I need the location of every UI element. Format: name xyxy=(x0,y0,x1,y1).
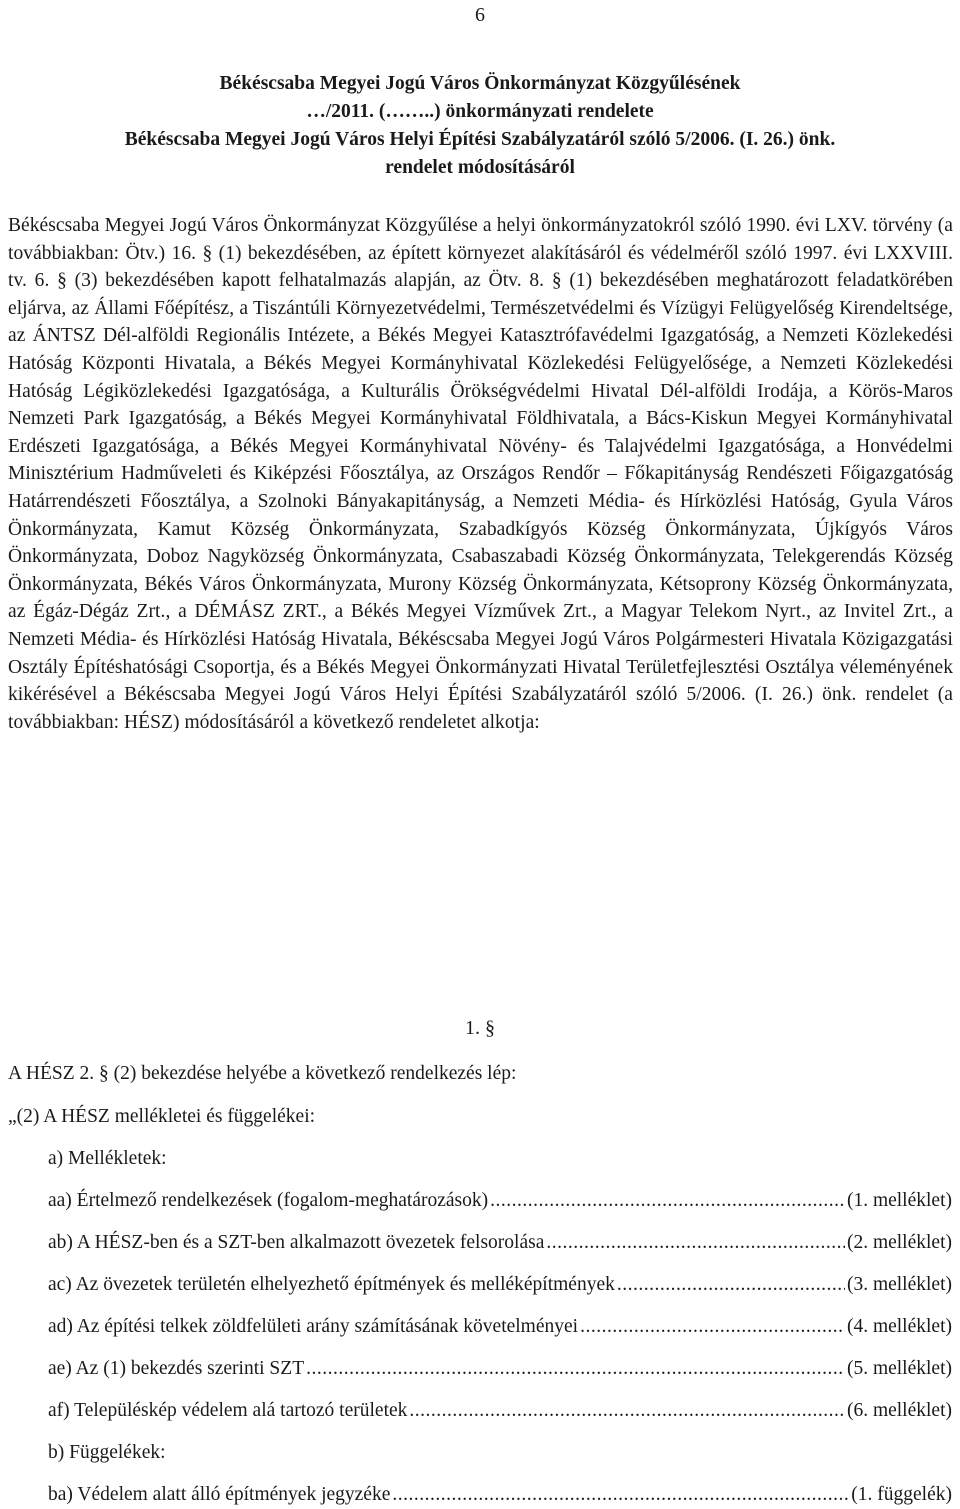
dot-leader xyxy=(580,1316,845,1338)
annex-item xyxy=(48,1232,952,1254)
title-line: …/2011. (……..) önkormányzati rendelete xyxy=(306,101,654,122)
appendix-item xyxy=(48,1484,952,1506)
page-number: 6 xyxy=(475,4,485,26)
appendix-item-ref: (1. függelék) xyxy=(851,1484,952,1505)
annex-item-label: ad) Az építési telkek zöldfelületi arány számításának követelményei xyxy=(48,1316,579,1337)
annex-item xyxy=(48,1358,952,1380)
annexes-label: a) Mellékletek: xyxy=(48,1148,167,1169)
section-heading: 1. § xyxy=(465,1017,495,1039)
annex-item xyxy=(48,1316,952,1338)
annex-item-ref: (6. melléklet) xyxy=(846,1400,952,1421)
annex-item-ref: (2. melléklet) xyxy=(846,1232,952,1253)
annex-item-label: ab) A HÉSZ-ben és a SZT-ben alkalmazott övezetek felsorolása xyxy=(48,1232,545,1253)
dot-leader xyxy=(409,1400,845,1422)
annex-item-label: aa) Értelmező rendelkezések (fogalom-meghatározások) xyxy=(48,1190,489,1211)
document-title xyxy=(0,70,960,182)
title-line: Békéscsaba Megyei Jogú Város Önkormányzat Közgyűlésének xyxy=(219,73,741,94)
dot-leader xyxy=(546,1232,845,1254)
appendix-item-label: ba) Védelem alatt álló építmények jegyzéke xyxy=(48,1484,391,1505)
dot-leader xyxy=(490,1190,845,1212)
annex-item-label: ae) Az (1) bekezdés szerinti SZT xyxy=(48,1358,305,1379)
annex-item-label: ac) Az övezetek területén elhelyezhető építmények és melléképítmények xyxy=(48,1274,615,1295)
annex-item xyxy=(48,1400,952,1422)
dot-leader xyxy=(617,1274,845,1296)
annex-item-label: af) Településkép védelem alá tartozó területek xyxy=(48,1400,408,1421)
annex-item-ref: (4. melléklet) xyxy=(846,1316,952,1337)
annex-item-ref: (5. melléklet) xyxy=(846,1358,952,1379)
appendices-label: b) Függelékek: xyxy=(48,1442,166,1463)
dot-leader xyxy=(306,1358,845,1380)
annex-item-ref: (1. melléklet) xyxy=(846,1190,952,1211)
title-line: rendelet módosításáról xyxy=(385,157,575,178)
title-line: Békéscsaba Megyei Jogú Város Helyi Építési Szabályzatáról szóló 5/2006. (I. 26.) önk. xyxy=(124,129,836,150)
preamble-paragraph: Békéscsaba Megyei Jogú Város Önkormányzat Közgyűlése a helyi önkormányzatokról szóló 1990. évi LXV. törvény (a továbbiakban: Ötv.) 16. § (1) bekezdésében, az épített környezet alakításáról és védelméről szóló 1997. évi LXXVIII. tv. 6. § (3) bekezdésében kapott felhatalmazás alapján, az Ötv. 8. § (1) bekezdésében meghatározott feladatkörében eljárva, az Állami Főépítész, a Tiszántúli Környezetvédelmi, Természetvédelmi és Vízügyi Felügyelőség Kirendeltsége, az ÁNTSZ Dél-alföldi Regionális Intézete, a Békés Megyei Katasztrófavédelmi Igazgatóság, a Nemzeti Közlekedési Hatóság Központi Hivatala, a Békés Megyei Kormányhivatal Közlekedési Felügyelősége, a Nemzeti Közlekedési Hatóság Légiközlekedési Igazgatósága, a Kulturális Örökségvédelmi Hivatal Dél-alföldi Irodája, a Körös-Maros Nemzeti Park Igazgatóság, a Békés Megyei Kormányhivatal Földhivatala, a Bács-Kiskun Megyei Kormányhivatal Erdészeti Igazgatósága, a Békés Megyei Kormányhivatal Növény- és Talajvédelmi Igazgatósága, a Honvédelmi Minisztérium Hadműveleti és Kiképzési Főosztálya, az Országos Rendőr – Főkapitányság Rendészeti Főigazgatóság Határrendészeti Főosztálya, a Szolnoki Bányakapitányság, a Nemzeti Média- és Hírközlési Hatóság, Gyula Város Önkormányzata, Kamut Község Önkormányzata, Szabadkígyós Község Önkormányzata, Újkígyós Város Önkormányzata, Doboz Nagyközség Önkormányzata, Csabaszabadi Község Önkormányzata, Telekgerendás Község Önkormányzata, Békés Város Önkormányzata, Murony Község Önkormányzata, Kétsoprony Község Önkormányzata, az Égáz-Dégáz Zrt., a DÉMÁSZ ZRT., a Békés Megyei Vízművek Zrt., a Magyar Telekom Nyrt., az Invitel Zrt., a Nemzeti Média- és Hírközlési Hatóság Hivatala, Békéscsaba Megyei Jogú Város Polgármesteri Hivatala Közigazgatási Osztály Építéshatósági Csoportja, és a Békés Megyei Önkormányzati Hivatal Területfejlesztési Osztálya véleményének kikérésével a Békéscsaba Megyei Jogú Város Helyi Építési Szabályzatáról szóló 5/2006. (I. 26.) önk. rendelet (a továbbiakban: HÉSZ) módosításáról a következő rendeletet alkotja: xyxy=(8,215,953,733)
annex-item xyxy=(48,1190,952,1212)
quoted-provision-start: „(2) A HÉSZ mellékletei és függelékei: xyxy=(8,1106,316,1127)
dot-leader xyxy=(392,1484,849,1506)
amendment-intro: A HÉSZ 2. § (2) bekezdése helyébe a következő rendelkezés lép: xyxy=(8,1063,517,1084)
annex-item xyxy=(48,1274,952,1296)
annex-item-ref: (3. melléklet) xyxy=(846,1274,952,1295)
